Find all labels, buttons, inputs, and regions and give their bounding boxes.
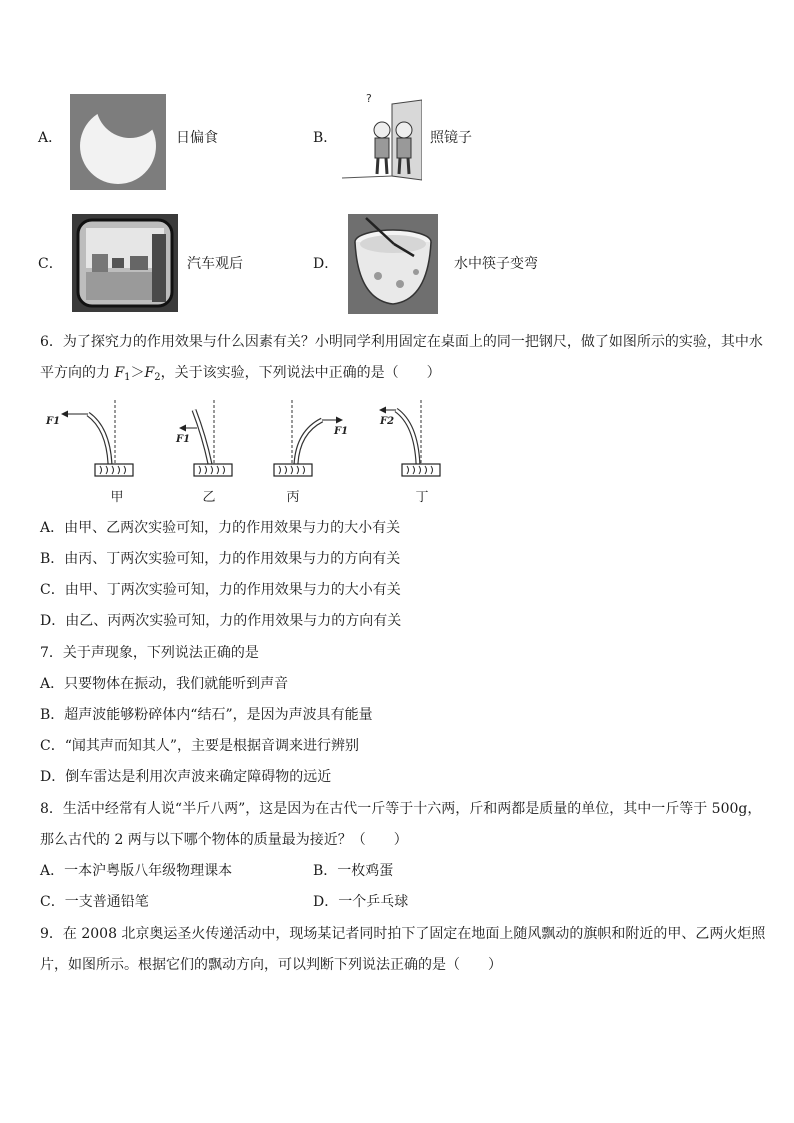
force-f1-subscript: 1 bbox=[124, 372, 131, 383]
q6-option-a: A．由甲、乙两次实验可知，力的作用效果与力的大小有关 bbox=[40, 520, 401, 536]
force-f2-symbol: F bbox=[144, 365, 155, 381]
q6-stem-line2 bbox=[40, 363, 441, 388]
q7-option-d: D．倒车雷达是利用次声波来确定障碍物的远近 bbox=[40, 769, 332, 785]
ruler-experiment-figure bbox=[40, 398, 460, 482]
force-f2-subscript: 2 bbox=[154, 372, 161, 383]
q8-option-d: D．一个乒乓球 bbox=[313, 894, 409, 910]
option-c-letter: C． bbox=[38, 256, 63, 272]
option-a-letter: A． bbox=[38, 130, 63, 146]
ruler-bing bbox=[274, 400, 342, 476]
force-label-yi: F1 bbox=[176, 434, 191, 445]
q6-option-c: C．由甲、丁两次实验可知，力的作用效果与力的大小有关 bbox=[40, 582, 401, 598]
option-b-caption: 照镜子 bbox=[430, 130, 472, 146]
figure-label-ding: 丁 bbox=[415, 490, 429, 505]
chopsticks-in-water-image bbox=[348, 214, 438, 314]
car-mirror-image bbox=[72, 214, 178, 312]
force-label-jia: F1 bbox=[46, 416, 61, 427]
force-label-bing: F1 bbox=[334, 426, 349, 437]
q6-stem-line1: 6．为了探究力的作用效果与什么因素有关？小明同学利用固定在桌面上的同一把钢尺，做了如图所示的实验，其中水 bbox=[40, 334, 763, 350]
q6-option-b: B．由丙、丁两次实验可知，力的作用效果与力的方向有关 bbox=[40, 551, 401, 567]
option-a-caption: 日偏食 bbox=[176, 130, 218, 146]
force-label-ding: F2 bbox=[380, 416, 395, 427]
figure-label-yi: 乙 bbox=[202, 490, 216, 505]
option-d-letter: D． bbox=[313, 256, 339, 272]
q8-option-b: B．一枚鸡蛋 bbox=[313, 863, 394, 879]
ruler-ding bbox=[380, 400, 440, 476]
q8-option-a: A．一本沪粤版八年级物理课本 bbox=[40, 863, 233, 879]
solar-eclipse-image bbox=[70, 94, 166, 190]
svg-text:?: ? bbox=[366, 92, 372, 105]
q7-option-c: C．“闻其声而知其人”，主要是根据音调来进行辨别 bbox=[40, 738, 360, 754]
q8-stem-line2: 那么古代的 2 两与以下哪个物体的质量最为接近？（ ） bbox=[40, 832, 408, 848]
q8-stem-line1: 8．生活中经常有人说“半斤八两”，这是因为在古代一斤等于十六两，斤和两都是质量的单位，其中一斤等于 500g， bbox=[40, 801, 762, 817]
force-f1-symbol: F bbox=[114, 365, 125, 381]
option-b-letter: B． bbox=[313, 130, 338, 146]
greater-than-sign: ＞ bbox=[130, 365, 145, 381]
option-c-caption: 汽车观后 bbox=[187, 256, 243, 272]
q8-option-c: C．一支普通铅笔 bbox=[40, 894, 149, 910]
q9-stem-line1: 9．在 2008 北京奥运圣火传递活动中，现场某记者同时拍下了固定在地面上随风飘动的旗帜和附近的甲、乙两火炬照 bbox=[40, 926, 766, 942]
q7-option-b: B．超声波能够粉碎体内“结石”，是因为声波具有能量 bbox=[40, 707, 373, 723]
q9-stem-line2: 片，如图所示。根据它们的飘动方向，可以判断下列说法正确的是（ ） bbox=[40, 957, 502, 973]
q7-stem: 7．关于声现象，下列说法正确的是 bbox=[40, 645, 259, 661]
figure-label-bing: 丙 bbox=[286, 490, 300, 505]
option-d-caption: 水中筷子变弯 bbox=[454, 256, 538, 272]
figure-label-jia: 甲 bbox=[110, 490, 124, 505]
q6-option-d: D．由乙、丙两次实验可知，力的作用效果与力的方向有关 bbox=[40, 613, 402, 629]
ruler-jia bbox=[62, 400, 133, 476]
mirror-cartoon-image bbox=[340, 90, 422, 186]
q6-stem-post: ，关于该实验，下列说法中正确的是（ ） bbox=[160, 365, 441, 381]
q6-stem-pre: 平方向的力 bbox=[40, 365, 115, 381]
q7-option-a: A．只要物体在振动，我们就能听到声音 bbox=[40, 676, 289, 692]
